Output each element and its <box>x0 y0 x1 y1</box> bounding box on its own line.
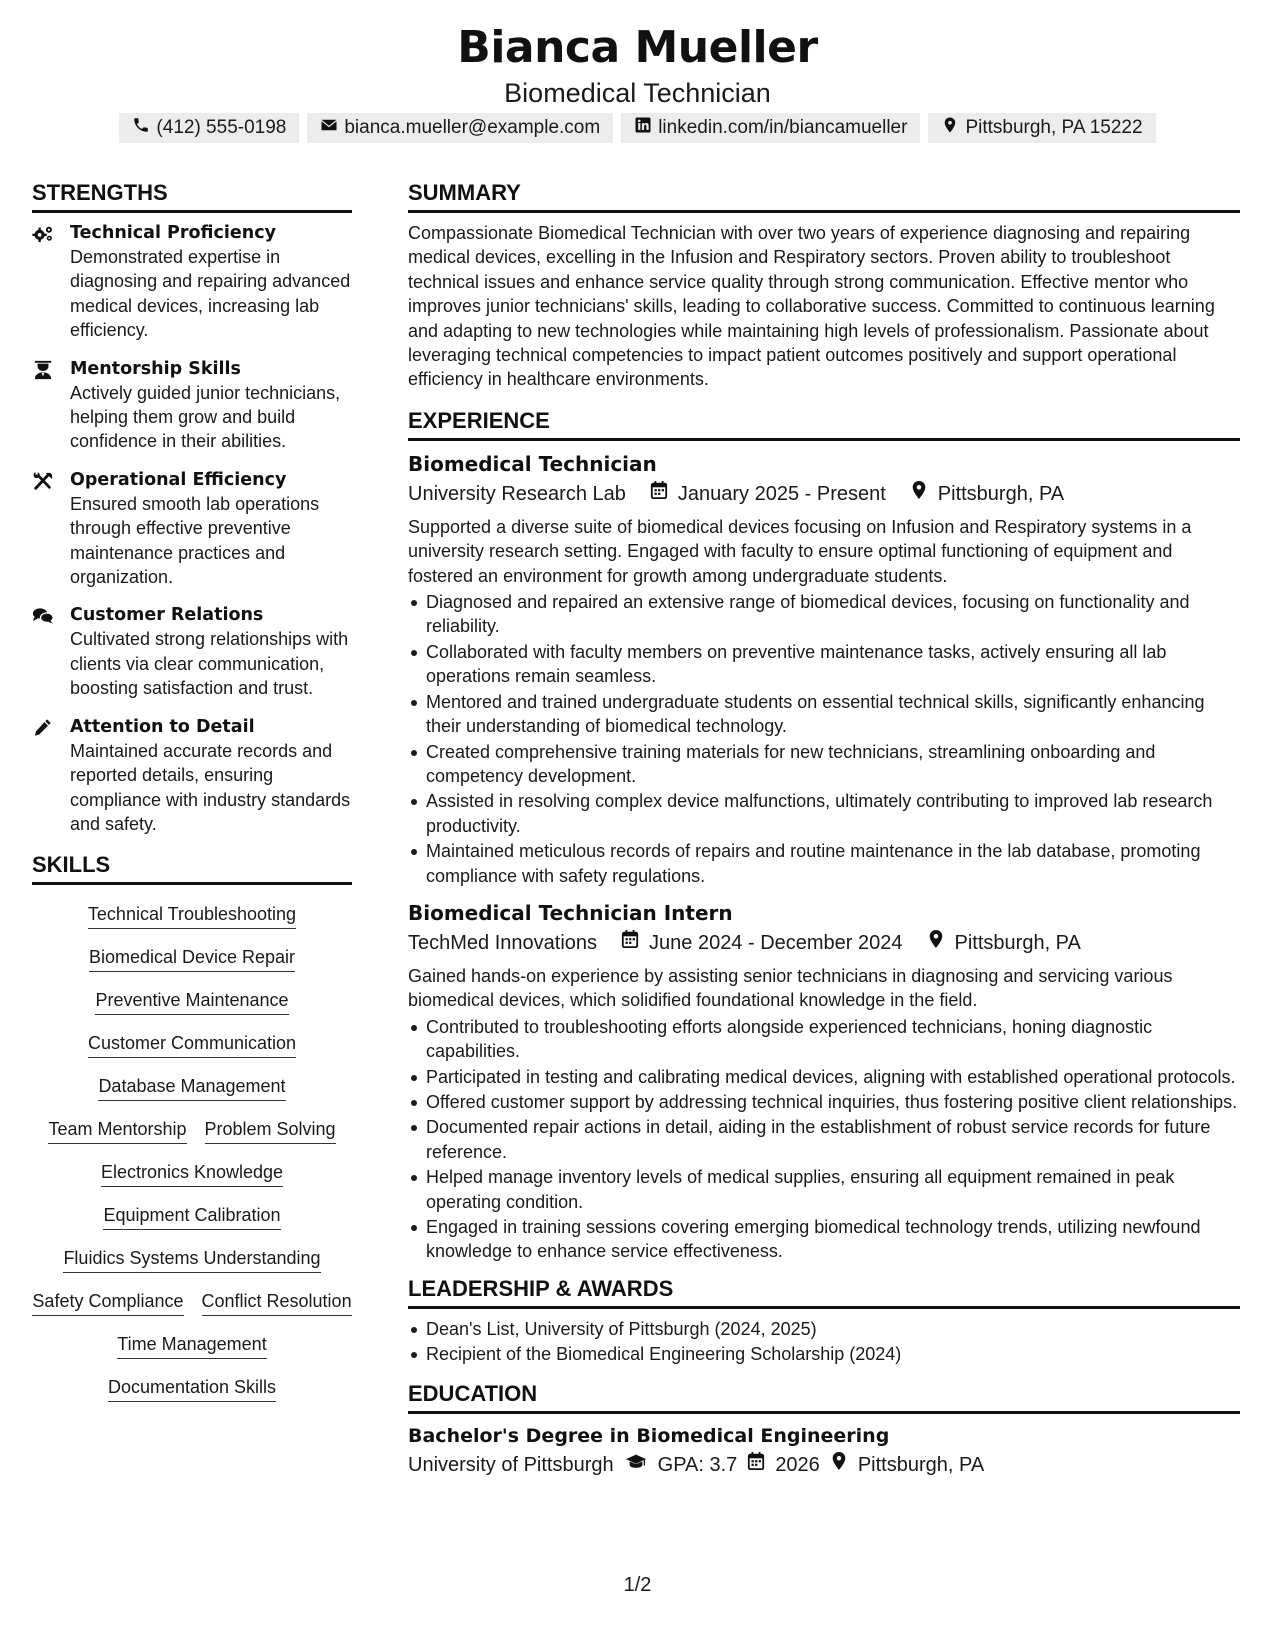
job-company: University Research Lab <box>408 482 626 505</box>
bullet-item: Collaborated with faculty members on preventive maintenance tasks, actively ensuring all lab operations remain seamless. <box>408 640 1240 689</box>
strength-desc: Ensured smooth lab operations through effective preventive maintenance practices and organization. <box>70 493 320 588</box>
skill-tag: Fluidics Systems Understanding <box>63 1245 320 1273</box>
bullet-item: Helped manage inventory levels of medical supplies, ensuring all equipment remained in peak operating condition. <box>408 1165 1240 1214</box>
education-school: University of Pittsburgh <box>408 1453 614 1476</box>
map-pin-icon <box>927 928 945 958</box>
graduation-cap-icon <box>624 1450 648 1480</box>
bullet-item: Offered customer support by addressing technical inquiries, thus fostering positive client relationships. <box>408 1090 1240 1114</box>
candidate-title: Biomedical Technician <box>504 78 771 108</box>
contact-phone[interactable] <box>119 113 299 143</box>
strength-item <box>32 468 352 590</box>
right-column <box>408 178 1240 1486</box>
bullet-item: Diagnosed and repaired an extensive range of biomedical devices, focusing on functionality and reliability. <box>408 590 1240 639</box>
job-dates: June 2024 - December 2024 <box>649 931 903 954</box>
contact-bar <box>0 113 1275 143</box>
phone-text: (412) 555-0198 <box>156 117 287 138</box>
strength-desc: Actively guided junior technicians, helping them grow and build confidence in their abilities. <box>70 382 341 452</box>
gears-icon <box>32 221 56 343</box>
strength-title: Customer Relations <box>70 605 264 626</box>
left-column <box>32 178 352 1402</box>
job-description: Gained hands-on experience by assisting senior technicians in diagnosing and servicing various biomedical devices, which solidified foundational knowledge in the field. <box>408 965 1173 1011</box>
education-location: Pittsburgh, PA <box>857 1453 985 1476</box>
bullet-item: Engaged in training sessions covering emerging biomedical technology trends, utilizing newfound knowledge to enhance service effectiveness. <box>408 1215 1240 1264</box>
bullet-item: Created comprehensive training materials for new technicians, streamlining onboarding and competency development. <box>408 740 1240 789</box>
bullet-item: Assisted in resolving complex device malfunctions, ultimately contributing to improved lab research productivity. <box>408 789 1240 838</box>
education-year: 2026 <box>775 1453 820 1476</box>
job-title: Biomedical Technician Intern <box>408 900 733 925</box>
strengths-heading: STRENGTHS <box>32 178 352 213</box>
envelope-icon <box>320 116 338 140</box>
job-title: Biomedical Technician <box>408 451 657 476</box>
education-gpa: GPA: 3.7 <box>657 1453 738 1476</box>
page-number: 1/2 <box>623 1574 652 1596</box>
email-text: bianca.mueller@example.com <box>344 117 601 138</box>
strength-item <box>32 603 352 700</box>
calendar-icon <box>650 479 668 509</box>
education-meta <box>408 1450 1240 1480</box>
linkedin-icon <box>634 116 652 140</box>
contact-location <box>928 113 1155 143</box>
resume-header <box>0 20 1275 110</box>
linkedin-text: linkedin.com/in/biancamueller <box>658 117 908 138</box>
bullet-item: Contributed to troubleshooting efforts alongside experienced technicians, honing diagnostic capabilities. <box>408 1015 1240 1064</box>
strength-title: Technical Proficiency <box>70 223 276 243</box>
job-bullets <box>408 1015 1240 1264</box>
skill-tag: Preventive Maintenance <box>95 987 288 1015</box>
job-company: TechMed Innovations <box>408 931 598 954</box>
pencil-icon <box>32 715 56 837</box>
award-item: Recipient of the Biomedical Engineering Scholarship (2024) <box>408 1342 1240 1366</box>
map-pin-icon <box>941 116 959 140</box>
summary-text: Compassionate Biomedical Technician with over two years of experience diagnosing and repairing medical devices, excelling in the Infusion and Respiratory sectors. Proven ability to troubleshoot technical issues and enhance service quality through strong communication. Effective mentor who improves junior technicians' skills, leading to collaborative success. Committed to continuous learning and adapting to new technologies while maintaining high levels of professionalism. Passionate about leveraging technical competencies to impact patient outcomes positively and support operational efficiency in healthcare environments. <box>408 223 1215 390</box>
bullet-item: Mentored and trained undergraduate students on essential technical skills, significantly enhancing their understanding of biomedical technology. <box>408 690 1240 739</box>
map-pin-icon <box>830 1450 848 1480</box>
skill-tag: Conflict Resolution <box>202 1288 352 1316</box>
skill-tag: Electronics Knowledge <box>101 1159 283 1187</box>
job-dates: January 2025 - Present <box>677 482 886 505</box>
bullet-item: Documented repair actions in detail, aiding in the establishment of robust service records for future reference. <box>408 1115 1240 1164</box>
comments-icon <box>32 603 56 700</box>
job-description: Supported a diverse suite of biomedical devices focusing on Infusion and Respiratory systems in a university research setting. Engaged with faculty to ensure optimal functioning of equipment and fostered an environment for growth among undergraduate students. <box>408 516 1192 586</box>
skill-tag: Equipment Calibration <box>103 1202 280 1230</box>
calendar-icon <box>621 928 639 958</box>
job-location: Pittsburgh, PA <box>937 482 1065 505</box>
skill-tag: Documentation Skills <box>108 1374 276 1402</box>
strength-desc: Cultivated strong relationships with clients via clear communication, boosting satisfaction and trust. <box>70 629 349 699</box>
skills-heading: SKILLS <box>32 850 352 885</box>
skill-tag: Technical Troubleshooting <box>88 901 296 929</box>
job-bullets <box>408 590 1240 888</box>
phone-icon <box>132 116 150 140</box>
award-item: Dean's List, University of Pittsburgh (2024, 2025) <box>408 1317 1240 1341</box>
contact-email[interactable] <box>307 113 613 143</box>
education-heading: EDUCATION <box>408 1379 1240 1414</box>
summary-heading: SUMMARY <box>408 178 1240 213</box>
strength-item <box>32 357 352 454</box>
job-meta <box>408 479 1240 509</box>
map-pin-icon <box>910 479 928 509</box>
job-location: Pittsburgh, PA <box>954 931 1081 954</box>
skill-tag: Biomedical Device Repair <box>89 944 295 972</box>
strength-item <box>32 221 352 343</box>
skill-tag: Database Management <box>98 1073 285 1101</box>
job-entry <box>408 898 1240 1264</box>
calendar-icon <box>747 1450 765 1480</box>
teacher-icon <box>32 357 56 454</box>
awards-heading: LEADERSHIP & AWARDS <box>408 1274 1240 1309</box>
education-degree: Bachelor's Degree in Biomedical Engineering <box>408 1424 890 1447</box>
bullet-item: Maintained meticulous records of repairs and routine maintenance in the lab database, promoting compliance with safety regulations. <box>408 839 1240 888</box>
bullet-item: Participated in testing and calibrating medical devices, aligning with established operational protocols. <box>408 1065 1240 1089</box>
strength-title: Attention to Detail <box>70 716 255 737</box>
awards-list <box>408 1317 1240 1367</box>
strength-title: Operational Efficiency <box>70 469 287 490</box>
strength-item <box>32 715 352 837</box>
skills-list <box>32 893 352 1402</box>
strength-title: Mentorship Skills <box>70 358 241 379</box>
contact-linkedin[interactable] <box>621 113 920 143</box>
experience-heading: EXPERIENCE <box>408 406 1240 441</box>
skill-tag: Time Management <box>117 1331 266 1359</box>
skill-tag: Safety Compliance <box>32 1288 183 1316</box>
strength-desc: Demonstrated expertise in diagnosing and repairing advanced medical devices, increasing lab efficiency. <box>70 247 351 341</box>
skill-tag: Customer Communication <box>88 1030 296 1058</box>
strength-desc: Maintained accurate records and reported details, ensuring compliance with industry standards and safety. <box>70 740 351 834</box>
job-meta <box>408 928 1240 958</box>
candidate-name: Bianca Mueller <box>457 22 818 73</box>
location-text: Pittsburgh, PA 15222 <box>965 117 1143 138</box>
skill-tag: Problem Solving <box>205 1116 336 1144</box>
job-entry <box>408 449 1240 888</box>
tools-icon <box>32 468 56 590</box>
skill-tag: Team Mentorship <box>48 1116 186 1144</box>
